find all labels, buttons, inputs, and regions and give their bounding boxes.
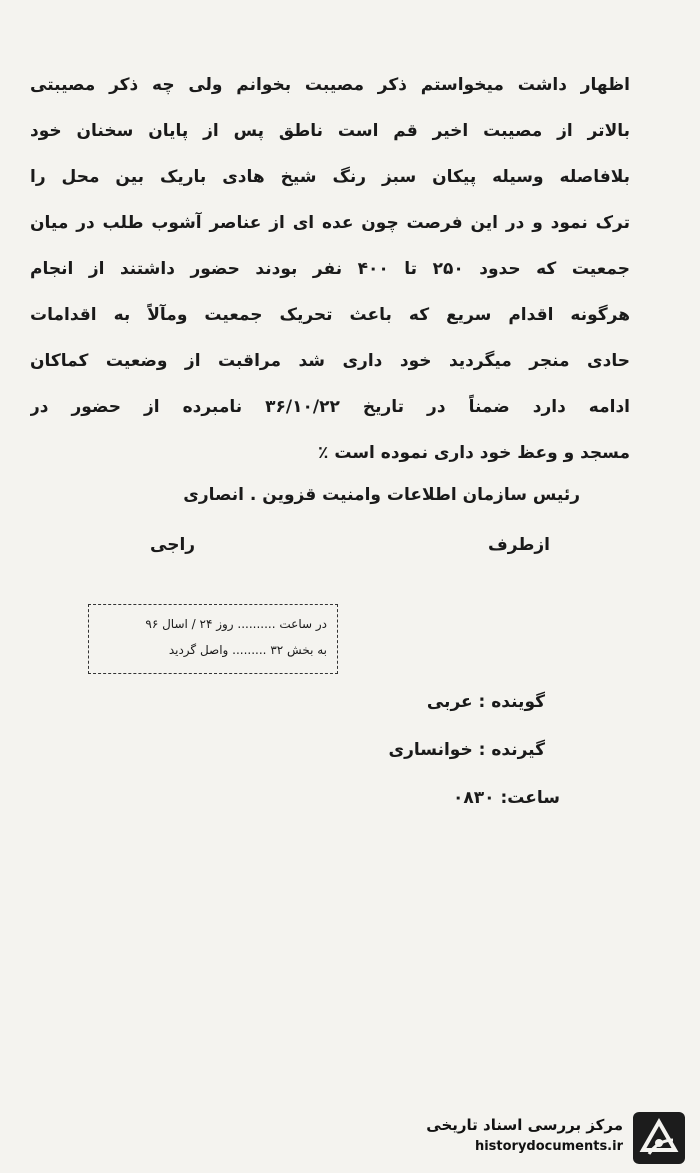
body-line: جمعیت که حدود ۲۵۰ تا ۴۰۰ نفر بودند حضور داشتند از انجام [30,259,630,279]
body-line: ترک نمود و در این فرصت چون عده ای از عناصر آشوب طلب در میان [30,213,630,233]
from-name: راجی [150,535,196,555]
watermark-footer [410,1108,695,1166]
body-line: ادامه دارد ضمناً در تاریخ ۳۶/۱۰/۲۲ نامبرده از حضور در [30,397,630,417]
speaker-field: گوینده : عربی [426,692,545,712]
stamp-line: به بخش ۳۲ ......... واصل گردید [168,643,327,657]
body-line: مسجد و وعظ خود داری نموده است ٪ [318,443,630,463]
receiver-field: گیرنده : خوانساری [388,740,545,760]
footer-org: مرکز بررسی اسناد تاریخی [426,1116,623,1134]
footer-url: historydocuments.ir [474,1139,623,1154]
stamp-line: در ساعت .......... روز ۲۴ / اسال ۹۶ [145,617,327,631]
document-body [30,62,630,476]
time-field: ساعت: ۰۸۳۰ [453,788,560,808]
from-label: ازطرف [488,535,550,555]
body-line: بالاتر از مصیبت اخیر قم است ناطق پس از پایان سخنان خود [30,121,630,141]
body-line: بلافاصله وسیله پیکان سبز رنگ شیخ هادی باریک بین محل را [30,167,630,187]
footer-text [426,1114,623,1158]
received-stamp [88,604,338,674]
archive-logo-icon [631,1110,687,1166]
body-line: اظهار داشت میخواستم ذکر مصیبت بخوانم ولی چه ذکر مصیبتی [30,75,630,95]
body-line: هرگونه اقدام سریع که باعث تحریک جمعیت ومآلاً به اقدامات [30,305,630,325]
body-line: حادی منجر میگردید خود داری شد مراقبت از وضعیت کماکان [30,351,630,371]
signature-line: رئیس سازمان اطلاعات وامنیت قزوین . انصاری [183,485,580,505]
